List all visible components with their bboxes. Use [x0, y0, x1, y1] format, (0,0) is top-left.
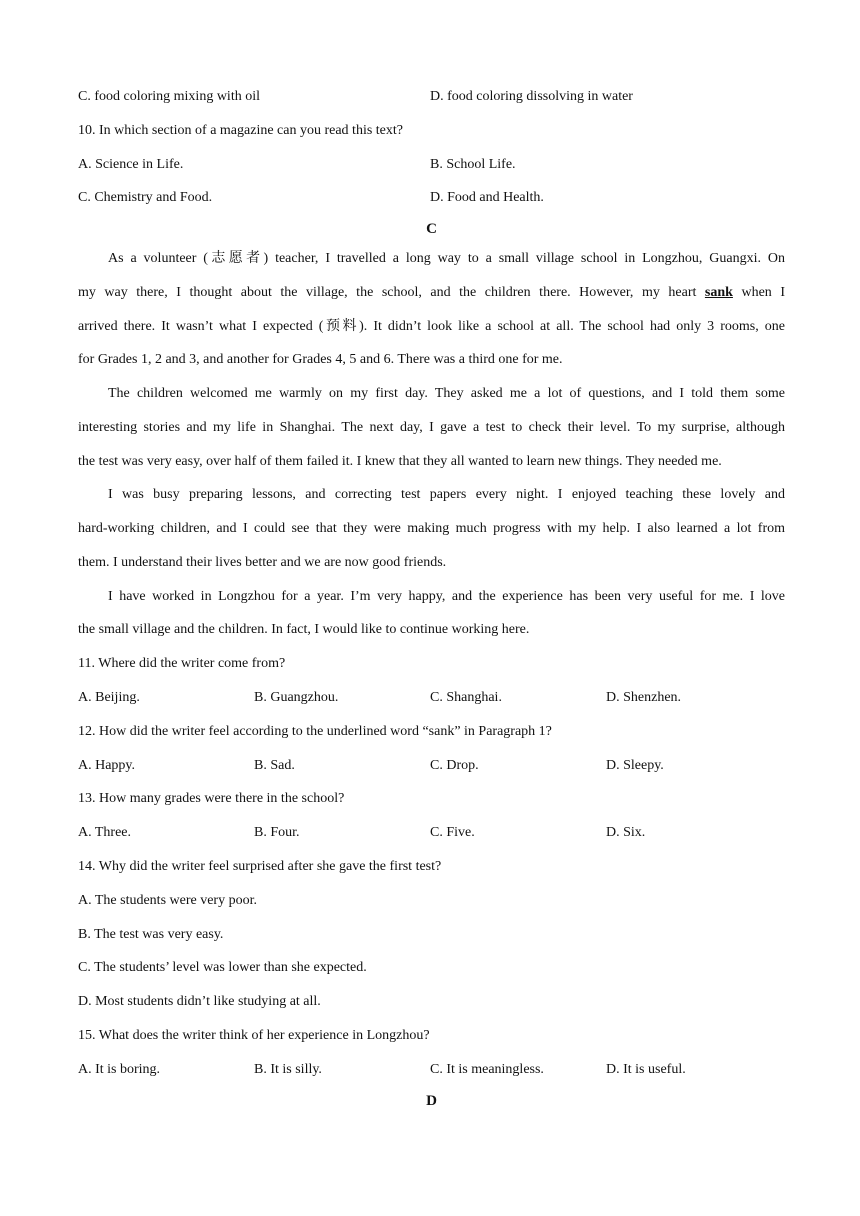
q15-question: 15. What does the writer think of her experience in Longzhou?: [78, 1028, 430, 1043]
q13-option-b: B. Four.: [254, 825, 300, 840]
q10-option-b: B. School Life.: [430, 157, 516, 172]
passage-p1-line4: for Grades 1, 2 and 3, and another for Grades 4, 5 and 6. There was a third one for me.: [78, 352, 563, 367]
q12-option-c: C. Drop.: [430, 758, 479, 773]
passage-p4-line1: I have worked in Longzhou for a year. I’m very happy, and the experience has been very useful for me. I love: [108, 589, 785, 604]
q10-option-c: C. Chemistry and Food.: [78, 190, 213, 205]
q12-option-a: A. Happy.: [78, 758, 136, 773]
passage-p2-line1: The children welcomed me warmly on my first day. They asked me a lot of questions, and I told them some: [108, 386, 785, 401]
q15-option-c: C. It is meaningless.: [430, 1062, 544, 1077]
passage-p3-line1: I was busy preparing lessons, and correcting test papers every night. I enjoyed teaching these lovely and: [108, 487, 785, 502]
passage-p4-line2: the small village and the children. In fact, I would like to continue working here.: [78, 622, 530, 637]
q14-option-b: B. The test was very easy.: [78, 927, 224, 942]
section-d-heading: D: [426, 1093, 437, 1109]
q13-option-a: A. Three.: [78, 825, 131, 840]
q10-question: 10. In which section of a magazine can you read this text?: [78, 123, 403, 138]
passage-p3-line3: them. I understand their lives better and we are now good friends.: [78, 555, 447, 570]
q13-question: 13. How many grades were there in the school?: [78, 791, 345, 806]
underlined-word-sank: sank: [704, 285, 733, 300]
q14-option-c: C. The students’ level was lower than she expected.: [78, 960, 367, 975]
passage-text: when I: [732, 285, 785, 300]
q9-option-d: D. food coloring dissolving in water: [430, 89, 633, 104]
passage-p1-line1: As a volunteer (志愿者) teacher, I travelled a long way to a small village school in Longzhou, Guangxi. On: [108, 251, 785, 266]
q13-option-d: D. Six.: [606, 825, 646, 840]
q15-option-d: D. It is useful.: [606, 1062, 686, 1077]
passage-p1-line2: [78, 284, 785, 302]
q14-option-d: D. Most students didn’t like studying at all.: [78, 994, 321, 1009]
q11-option-b: B. Guangzhou.: [254, 690, 339, 705]
q11-question: 11. Where did the writer come from?: [78, 656, 286, 671]
passage-p2-line3: the test was very easy, over half of them failed it. I knew that they all wanted to learn new things. They needed me.: [78, 454, 722, 469]
q11-option-a: A. Beijing.: [78, 690, 140, 705]
q12-option-d: D. Sleepy.: [606, 758, 664, 773]
q14-option-a: A. The students were very poor.: [78, 893, 257, 908]
q13-option-c: C. Five.: [430, 825, 475, 840]
q15-option-a: A. It is boring.: [78, 1062, 161, 1077]
section-c-heading: C: [426, 221, 437, 237]
q15-option-b: B. It is silly.: [254, 1062, 322, 1077]
q11-option-d: D. Shenzhen.: [606, 690, 682, 705]
passage-p1-line3: arrived there. It wasn’t what I expected (预料). It didn’t look like a school at all. The school had only 3 rooms, one: [78, 319, 785, 334]
q12-question: 12. How did the writer feel according to the underlined word “sank” in Paragraph 1?: [78, 724, 552, 739]
q10-option-d: D. Food and Health.: [430, 190, 544, 205]
passage-p2-line2: interesting stories and my life in Shanghai. The next day, I gave a test to check their level. To my surprise, although: [78, 420, 785, 435]
passage-p3-line2: hard-working children, and I could see that they were making much progress with my help. I also learned a lot from: [78, 521, 785, 536]
passage-text: my way there, I thought about the village, the school, and the children there. However, my heart: [78, 285, 705, 300]
q10-option-a: A. Science in Life.: [78, 157, 184, 172]
q9-option-c: C. food coloring mixing with oil: [78, 89, 260, 104]
q14-question: 14. Why did the writer feel surprised after she gave the first test?: [78, 859, 442, 874]
q11-option-c: C. Shanghai.: [430, 690, 502, 705]
q12-option-b: B. Sad.: [254, 758, 295, 773]
